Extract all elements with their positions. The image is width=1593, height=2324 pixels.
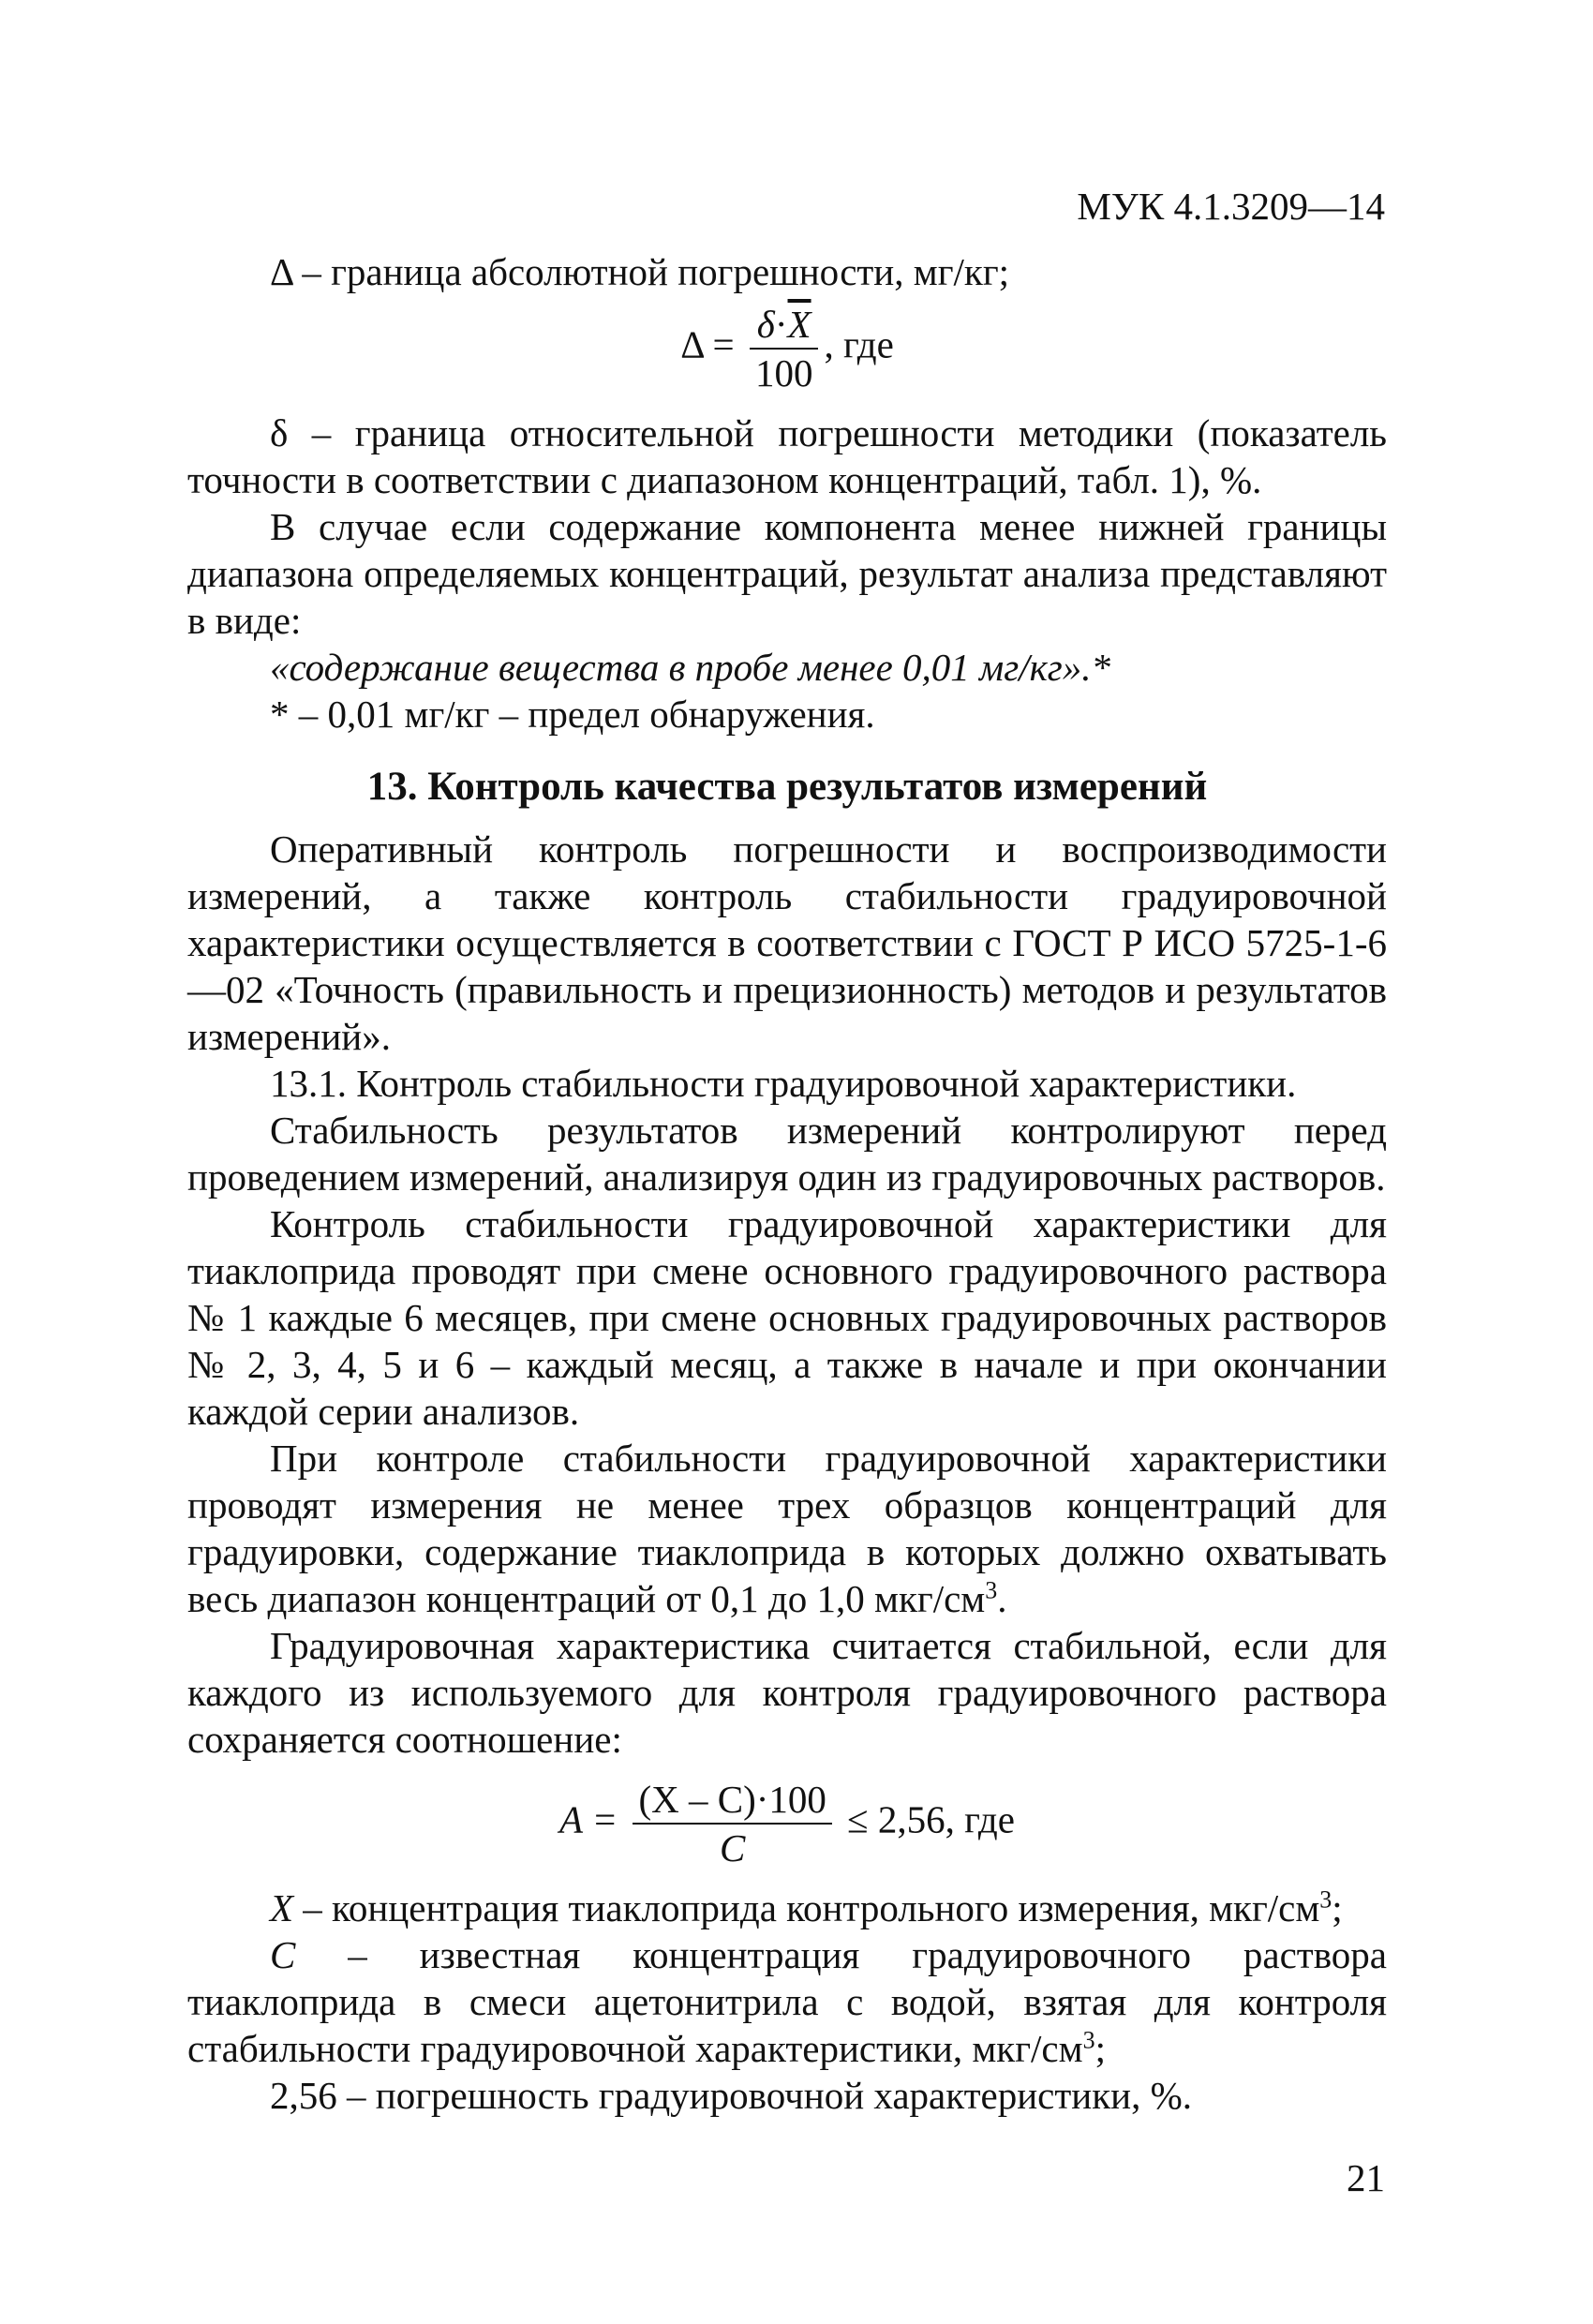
formula2-lhs: A = bbox=[559, 1797, 618, 1841]
footnote-detection-limit: * – 0,01 мг/кг – предел обнаружения. bbox=[270, 693, 875, 736]
definition-x: X – концентрация тиаклоприда контрольного измерения, мкг/$см^3$; bbox=[270, 1885, 1343, 1929]
paragraph-control-measurements: При контроле стабильности градуировочной характеристики проводят измерения не менее трех образцов концентраций для градуировки, содержание тиаклоприда в которых должно охватывать весь диапазон концентраций от 0,1 до 1,0 мкг/$см^3$. bbox=[187, 1437, 1387, 1620]
formula1-denominator: 100 bbox=[754, 351, 813, 395]
formula2-suffix: ≤ 2,56, где bbox=[847, 1797, 1015, 1841]
page-body bbox=[187, 248, 1387, 2119]
formula1-suffix: , где bbox=[824, 322, 894, 366]
paragraph-relative-error: δ – граница относительной погрешности методики (показатель точности в соответствии с диапазоном концентраций, табл. 1), %. bbox=[187, 411, 1387, 501]
definition-c: C – известная концентрация градуировочного раствора тиаклоприда в смеси ацетонитрила с водой, взятая для контроля стабильности градуировочной характеристики, мкг/$см^3$; bbox=[187, 1933, 1387, 2070]
document-code: МУК 4.1.3209—14 bbox=[1077, 185, 1385, 228]
formula1-lhs: Δ = bbox=[680, 322, 735, 366]
paragraph-stability: Стабильность результатов измерений контролируют перед проведением измерений, анализируя один из градуировочных растворов. bbox=[187, 1109, 1387, 1199]
section-heading: 13. Контроль качества результатов измерений bbox=[366, 765, 1208, 809]
delta-definition: Δ – граница абсолютной погрешности, мг/кг; bbox=[270, 250, 1010, 293]
page-number: 21 bbox=[1347, 2156, 1385, 2199]
paragraph-stability-criterion: Градуировочная характеристика считается стабильной, если для каждого из используемого для контроля градуировочного раствора сохраняется соотношение: bbox=[187, 1624, 1387, 1761]
paragraph-operational-control: Оперативный контроль погрешности и воспроизводимости измерений, а также контроль стабильности градуировочной характеристики осуществляется в соответствии с ГОСТ Р ИСО 5725-1-6—02 «Точность (правильность и прецизионность) методов и результатов измерений». bbox=[187, 827, 1387, 1058]
formula1-numerator: $\delta\cdot\overline{X}$ bbox=[750, 301, 819, 350]
paragraph-below-range: В случае если содержание компонента менее нижней границы диапазона определяемых концентраций, результат анализа представляют в виде: bbox=[187, 505, 1387, 642]
formula-absolute-error bbox=[187, 301, 1387, 396]
formula2-fraction bbox=[633, 1776, 831, 1871]
subsection-13-1: 13.1. Контроль стабильности градуировочной характеристики. bbox=[270, 1062, 1297, 1105]
definition-2-56: 2,56 – погрешность градуировочной характеристики, %. bbox=[270, 2074, 1192, 2117]
formula1-fraction bbox=[750, 301, 819, 396]
formula2-numerator: (X – C)·100 bbox=[633, 1776, 831, 1825]
formula-stability bbox=[187, 1776, 1387, 1871]
paragraph-control-schedule: Контроль стабильности градуировочной характеристики для тиаклоприда проводят при смене основного градуировочного раствора № 1 каждые 6 месяцев, при смене основных градуировочных растворов № 2, 3, 4, 5 и 6 – каждый месяц, а также в начале и при окончании каждой серии анализов. bbox=[187, 1202, 1387, 1433]
formula2-denominator: C bbox=[720, 1826, 746, 1870]
paragraph-result-form: «содержание вещества в пробе менее 0,01 мг/кг».* bbox=[270, 646, 1111, 689]
